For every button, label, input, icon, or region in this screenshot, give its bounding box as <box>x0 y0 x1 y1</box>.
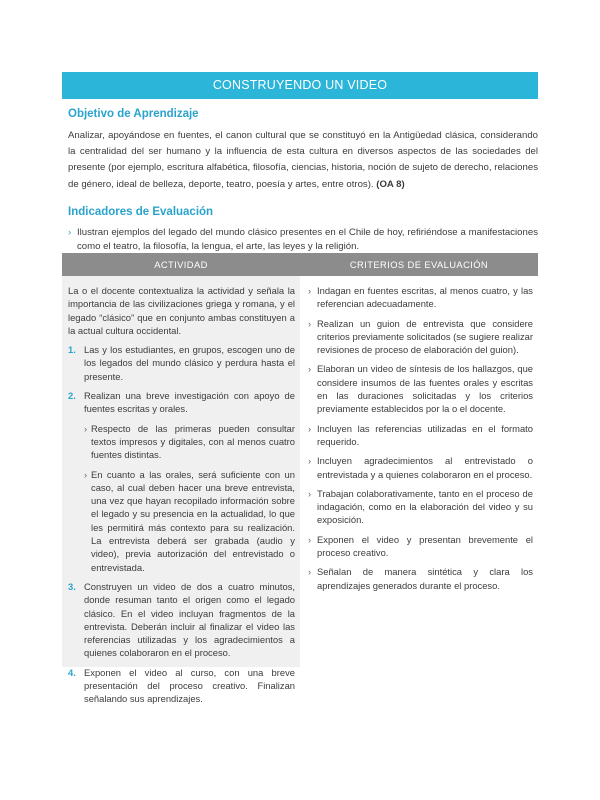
objective-text <box>68 128 538 193</box>
step-text: Realizan una breve investigación con apoyo de fuentes escritas y orales. <box>84 390 295 415</box>
activity-step <box>68 389 295 416</box>
indicator-text: Ilustran ejemplos del legado del mundo clásico presentes en el Chile de hoy, refiriéndose a manifestaciones como el teatro, la filosofía, la lengua, el arte, las leyes y la religión. <box>77 226 538 253</box>
criteria-text: Señalan de manera sintética y clara los aprendizajes generados durante el proceso. <box>317 566 533 591</box>
objective-heading: Objetivo de Aprendizaje <box>68 108 199 120</box>
criteria-item <box>308 454 533 481</box>
step-text: Las y los estudiantes, en grupos, escogen uno de los legados del mundo clásico y perdura hasta el presente. <box>84 344 295 382</box>
substep-text: Respecto de las primeras pueden consultar textos impresos y digitales, con al menos cuatro fuentes distintas. <box>91 422 295 461</box>
step-number: 4. <box>68 666 76 678</box>
activity-table <box>62 253 538 705</box>
criteria-item <box>308 533 533 560</box>
page <box>62 72 538 705</box>
indicators-heading: Indicadores de Evaluación <box>68 205 214 218</box>
step-number: 1. <box>68 344 76 356</box>
arrow-icon: › <box>308 566 312 578</box>
criteria-text: Realizan un guion de entrevista que considere criterios previamente solicitados (se sugiere realizar revisiones de proceso de elaboración del guion). <box>317 317 533 356</box>
header-criteria: CRITERIOS DE EVALUACIÓN <box>349 259 489 270</box>
table-header <box>62 253 538 276</box>
step-text: Construyen un video de dos a cuatro minutos, donde resuman tanto el origen como el legado clásico. En el video incluyan fragmentos de la entrevista. Deberán incluir al finalizar el video las referencias utilizadas y los agradecimientos a quienes colaboraron en el proceso. <box>84 580 295 659</box>
arrow-icon: › <box>308 363 312 375</box>
criteria-text: Exponen el video y presentan brevemente el proceso creativo. <box>317 533 533 559</box>
objective-body: Analizar, apoyándose en fuentes, el canon cultural que se constituyó en la Antigüedad clásica, considerando la centralidad del ser humano y la influencia de esta cultura en diversos aspectos de las sociedades del presente (por ejemplo, escritura alfabética, filosofía, ciencias, historia, noción de sujeto de derecho, relaciones de género, ideal de belleza, deporte, teatro, poesía y artes, entre otros). <box>68 130 538 190</box>
page-title: CONSTRUYENDO UN VIDEO <box>62 72 538 99</box>
activity-step <box>68 666 295 706</box>
criteria-item <box>308 284 533 311</box>
criteria-item <box>308 317 533 357</box>
criteria-item <box>308 422 533 449</box>
indicator-item <box>68 226 538 255</box>
criteria-item <box>308 362 533 415</box>
activity-step <box>68 343 295 383</box>
criteria-text: Indagan en fuentes escritas, al menos cuatro, y las referencian adecuadamente. <box>317 285 533 310</box>
activity-substep <box>68 422 295 462</box>
criteria-text: Elaboran un video de síntesis de los hallazgos, que considere insumos de las fuentes orales y escritas en las duraciones solicitadas y los criterios previamente establecidos por la o el docente. <box>317 363 533 415</box>
criteria-item <box>308 565 533 592</box>
objective-code: (OA 8) <box>376 178 405 190</box>
arrow-icon: › <box>308 487 312 499</box>
activity-column <box>62 276 300 705</box>
arrow-icon: › <box>68 226 72 238</box>
arrow-icon: › <box>84 468 88 480</box>
criteria-item <box>308 487 533 527</box>
arrow-icon: › <box>84 422 88 434</box>
header-activity: ACTIVIDAD <box>154 259 208 270</box>
arrow-icon: › <box>308 422 312 434</box>
activity-step <box>68 580 295 660</box>
arrow-icon: › <box>308 285 312 296</box>
arrow-icon: › <box>308 317 312 329</box>
activity-intro: La o el docente contextualiza la actividad y señala la importancia de las civilizaciones griega y romana, y el legado “clásico” que en conjunto ambas constituyen a la actual cultura occidental. <box>68 285 295 336</box>
criteria-text: Incluyen agradecimientos al entrevistado o entrevistada y a quienes colaboraron en el proceso. <box>317 455 533 480</box>
step-number: 2. <box>68 390 76 402</box>
step-text: Exponen el video al curso, con una breve presentación del proceso creativo. Finalizan señalando sus aprendizajes. <box>84 666 295 705</box>
step-number: 3. <box>68 580 76 592</box>
arrow-icon: › <box>308 455 312 467</box>
criteria-text: Incluyen las referencias utilizadas en el formato requerido. <box>317 422 533 447</box>
activity-substep <box>68 468 295 574</box>
criteria-column <box>300 276 538 667</box>
substep-text: En cuanto a las orales, será suficiente con un caso, al cual deben hacer una breve entrevista, una vez que hayan recopilado información sobre el legado y su presencia en la actualidad, lo que les permitirá más contexto para su realización. La entrevista deberá ser grabada (audio y video), previa autorización del entrevistado o entrevistada. <box>91 468 295 573</box>
arrow-icon: › <box>308 533 312 545</box>
table-body <box>62 276 538 705</box>
criteria-text: Trabajan colaborativamente, tanto en el proceso de indagación, como en la elaboración del video y su exposición. <box>317 487 533 526</box>
